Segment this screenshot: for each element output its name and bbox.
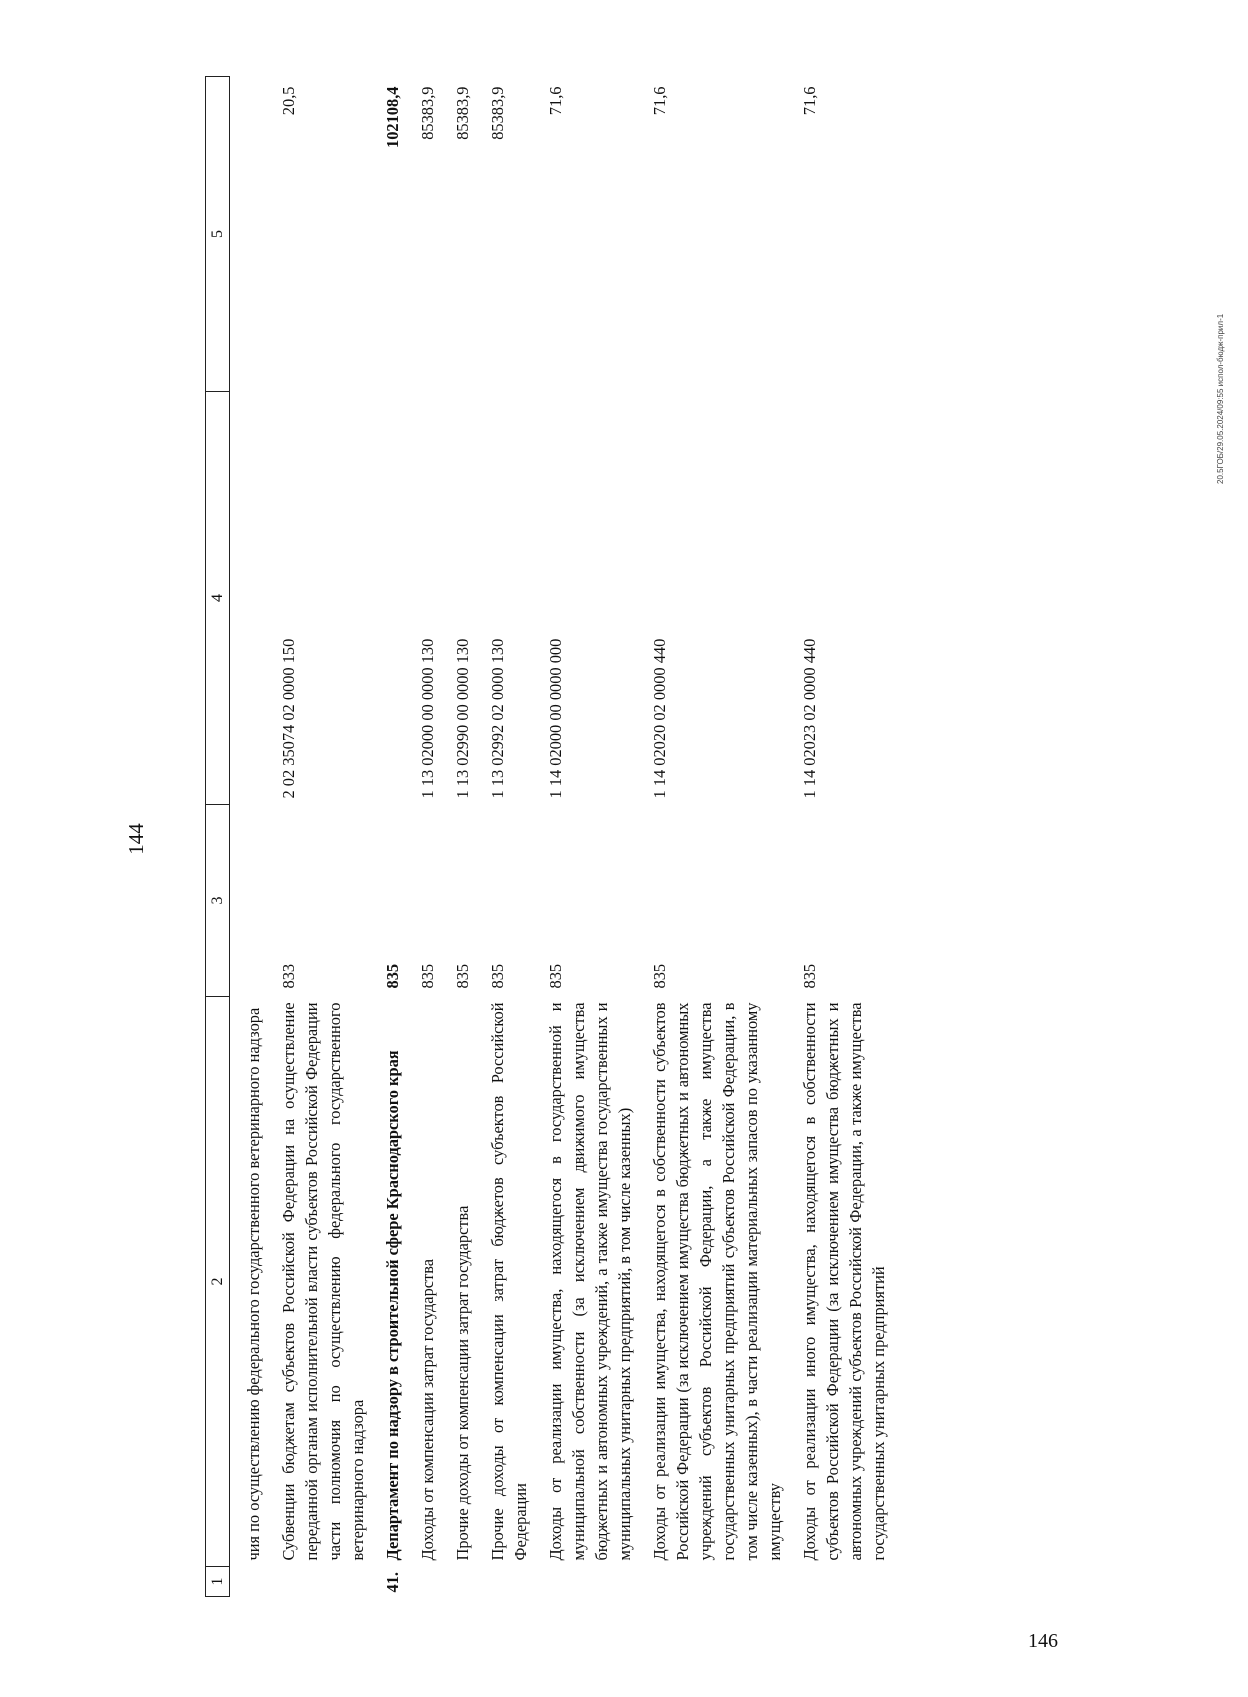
header-col-1: 1 bbox=[206, 1567, 230, 1597]
row-amount: 85383,9 bbox=[453, 86, 472, 140]
header-col-2: 2 bbox=[206, 997, 230, 1567]
row-admin-code: 835 bbox=[800, 963, 819, 989]
row-revenue-code bbox=[381, 392, 404, 805]
row-number bbox=[242, 1567, 265, 1597]
row-number: 41. bbox=[383, 1572, 402, 1593]
row-amount: 85383,9 bbox=[418, 86, 437, 140]
row-name: Субвенции бюджетам субъектов Российской Федерации на осуществление переданной органам исполнительной власти субъектов Российской Федерации части полномочия по осуществлению федерального государственного ветеринарного надзора bbox=[279, 1002, 367, 1561]
row-admin-code: 835 bbox=[650, 963, 669, 989]
row-number bbox=[451, 1567, 474, 1597]
table-body bbox=[230, 77, 891, 1597]
rotated-page bbox=[88, 74, 1248, 1604]
row-amount: 71,6 bbox=[800, 86, 819, 116]
row-amount bbox=[242, 77, 265, 392]
table-row bbox=[242, 77, 265, 1597]
row-number bbox=[277, 1567, 369, 1597]
footer-stamp: 20.5ГОБ/29.05.2024/09:55 испол-бюдж-прил-1 bbox=[1216, 313, 1225, 484]
row-amount: 71,6 bbox=[650, 86, 669, 116]
table-row bbox=[451, 77, 474, 1597]
row-revenue-code: 1 13 02992 02 0000 130 bbox=[488, 638, 507, 799]
row-admin-code bbox=[242, 805, 265, 997]
row-name: Департамент по надзору в строительной сфере Краснодарского края bbox=[383, 1050, 402, 1561]
row-revenue-code: 2 02 35074 02 0000 150 bbox=[279, 638, 298, 799]
revenue-table bbox=[205, 76, 890, 1597]
row-revenue-code: 1 13 02000 00 0000 130 bbox=[418, 638, 437, 799]
row-revenue-code: 1 13 02990 00 0000 130 bbox=[453, 638, 472, 799]
row-revenue-code bbox=[242, 392, 265, 805]
row-name: Доходы от реализации имущества, находящегося в собственности субъектов Российской Федерации (за исключением имущества бюджетных и автономных учреждений субъектов Российской Федерации, а также имущества государственных унитарных предприятий субъектов Российской Федерации, в том числе казенных), в части реализации материальных запасов по указанному имуществу bbox=[650, 1002, 784, 1561]
row-amount: 85383,9 bbox=[488, 86, 507, 140]
row-name: Прочие доходы от компенсации затрат бюджетов субъектов Российской Федерации bbox=[488, 1002, 530, 1561]
page-number: 144 bbox=[124, 823, 148, 855]
table-row bbox=[486, 77, 532, 1597]
row-amount: 102108,4 bbox=[383, 86, 402, 148]
row-amount: 20,5 bbox=[279, 86, 298, 116]
row-admin-code: 835 bbox=[383, 963, 402, 989]
row-admin-code: 835 bbox=[488, 963, 507, 989]
row-number bbox=[486, 1567, 532, 1597]
table-header-row bbox=[206, 77, 230, 1597]
header-col-4: 4 bbox=[206, 392, 230, 805]
row-admin-code: 835 bbox=[418, 963, 437, 989]
table-row bbox=[381, 77, 404, 1597]
row-name: Прочие доходы от компенсации затрат государства bbox=[453, 1205, 472, 1561]
table-row bbox=[277, 77, 369, 1597]
header-col-5: 5 bbox=[206, 77, 230, 392]
table-row bbox=[648, 77, 786, 1597]
row-number bbox=[648, 1567, 786, 1597]
row-name: Доходы от реализации имущества, находящегося в государственной и муниципальной собственности (за исключением движимого имущества бюджетных и автономных учреждений, а также имущества государственных и муниципальных унитарных предприятий, в том числе казенных) bbox=[546, 1002, 634, 1561]
row-revenue-code: 1 14 02000 00 0000 000 bbox=[546, 638, 565, 799]
row-revenue-code: 1 14 02020 02 0000 440 bbox=[650, 638, 669, 799]
table-row bbox=[416, 77, 439, 1597]
header-col-3: 3 bbox=[206, 805, 230, 997]
row-name: Доходы от компенсации затрат государства bbox=[418, 1259, 437, 1561]
row-name: Доходы от реализации иного имущества, находящегося в собственности субъектов Российской Федерации (за исключением имущества бюджетных и автономных учреждений субъектов Российской Федерации, а также имущества государственных унитарных предприятий bbox=[800, 1002, 888, 1561]
sheet-number: 146 bbox=[1028, 1630, 1058, 1652]
row-revenue-code: 1 14 02023 02 0000 440 bbox=[800, 638, 819, 799]
row-number bbox=[798, 1567, 890, 1597]
row-admin-code: 835 bbox=[453, 963, 472, 989]
row-amount: 71,6 bbox=[546, 86, 565, 116]
row-number bbox=[544, 1567, 636, 1597]
row-admin-code: 835 bbox=[546, 963, 565, 989]
row-name: чия по осуществлению федерального государственного ветеринарного надзора bbox=[244, 1007, 263, 1561]
table-row bbox=[798, 77, 890, 1597]
row-number bbox=[416, 1567, 439, 1597]
table-row bbox=[544, 77, 636, 1597]
row-admin-code: 833 bbox=[279, 963, 298, 989]
